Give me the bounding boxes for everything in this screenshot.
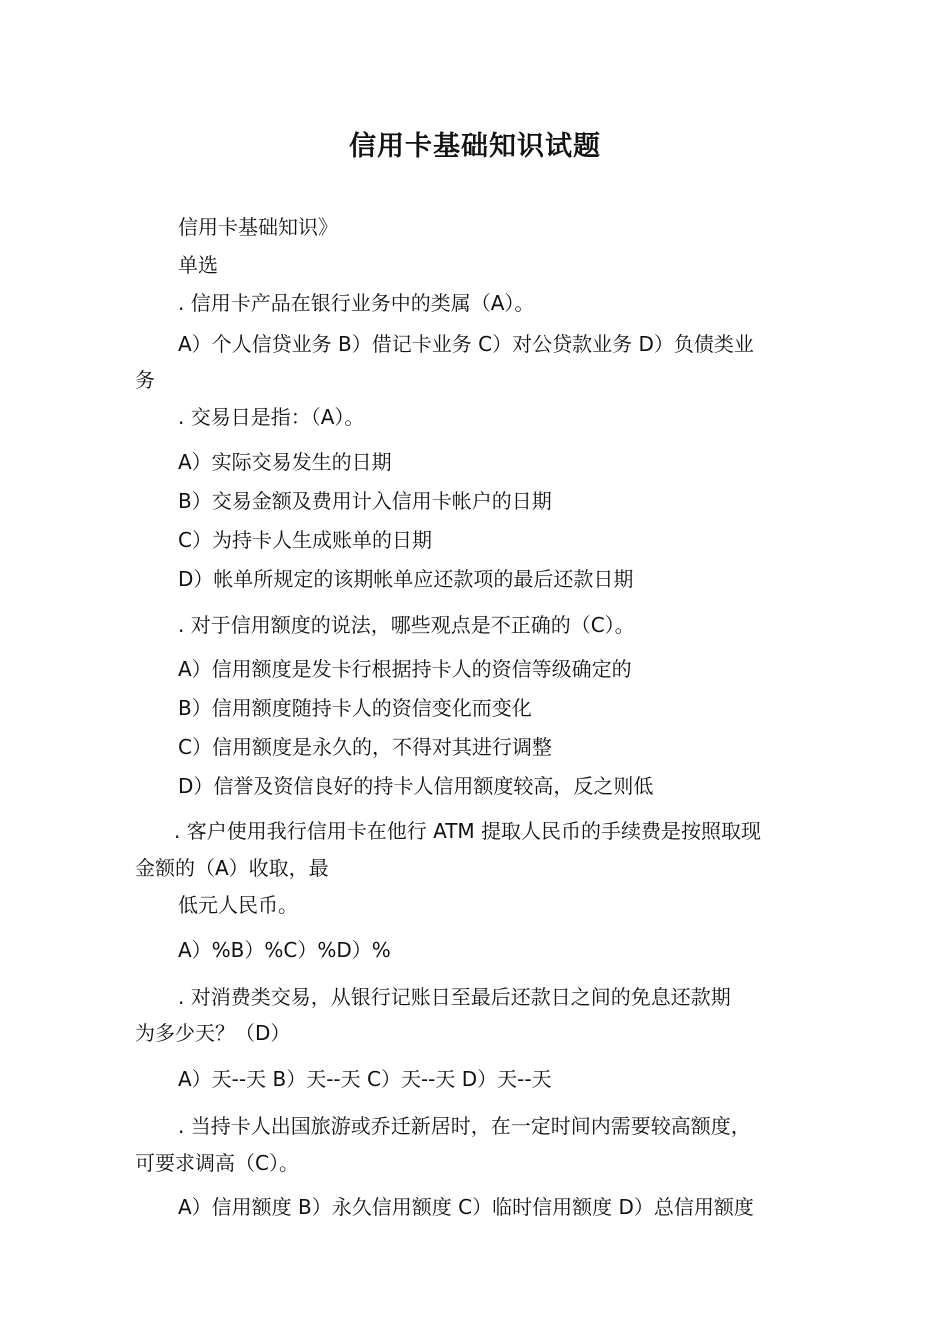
- question-1-options-wrap: 务: [135, 368, 155, 392]
- question-1: . 信用卡产品在银行业务中的类属（A）。: [178, 291, 535, 315]
- section-subheading: 单选: [178, 253, 218, 277]
- page-title: 信用卡基础知识试题: [349, 131, 601, 162]
- question-2-option-a: A）实际交易发生的日期: [178, 450, 392, 474]
- question-5: . 对消费类交易，从银行记账日至最后还款日之间的免息还款期: [178, 985, 731, 1009]
- question-3: . 对于信用额度的说法，哪些观点是不正确的（C）。: [178, 613, 635, 637]
- question-4-options: A）%B）%C）%D）%: [178, 938, 391, 962]
- question-4-wrap: 金额的（A）收取，最: [135, 856, 329, 880]
- question-6-options: A）信用额度 B）永久信用额度 C）临时信用额度 D）总信用额度: [178, 1195, 754, 1219]
- question-3-option-a: A）信用额度是发卡行根据持卡人的资信等级确定的: [178, 657, 632, 681]
- question-4: . 客户使用我行信用卡在他行 ATM 提取人民币的手续费是按照取现: [174, 819, 762, 843]
- question-6-wrap: 可要求调高（C）。: [135, 1151, 299, 1175]
- question-4-continuation: 低元人民币。: [178, 893, 298, 917]
- question-2-option-c: C）为持卡人生成账单的日期: [178, 528, 432, 552]
- section-heading: 信用卡基础知识》: [178, 215, 338, 239]
- question-3-option-c: C）信用额度是永久的，不得对其进行调整: [178, 735, 552, 759]
- question-2: . 交易日是指：（A）。: [178, 405, 365, 429]
- question-2-option-b: B）交易金额及费用计入信用卡帐户的日期: [178, 489, 552, 513]
- question-1-options: A）个人信贷业务 B）借记卡业务 C）对公贷款业务 D）负债类业: [178, 332, 754, 356]
- question-5-wrap: 为多少天？（D）: [135, 1021, 291, 1045]
- question-3-option-d: D）信誉及资信良好的持卡人信用额度较高，反之则低: [178, 774, 654, 798]
- question-6: . 当持卡人出国旅游或乔迁新居时，在一定时间内需要较高额度，: [178, 1114, 751, 1138]
- question-3-option-b: B）信用额度随持卡人的资信变化而变化: [178, 696, 532, 720]
- question-2-option-d: D）帐单所规定的该期帐单应还款项的最后还款日期: [178, 567, 634, 591]
- question-5-options: A）天--天 B）天--天 C）天--天 D）天--天: [178, 1067, 552, 1091]
